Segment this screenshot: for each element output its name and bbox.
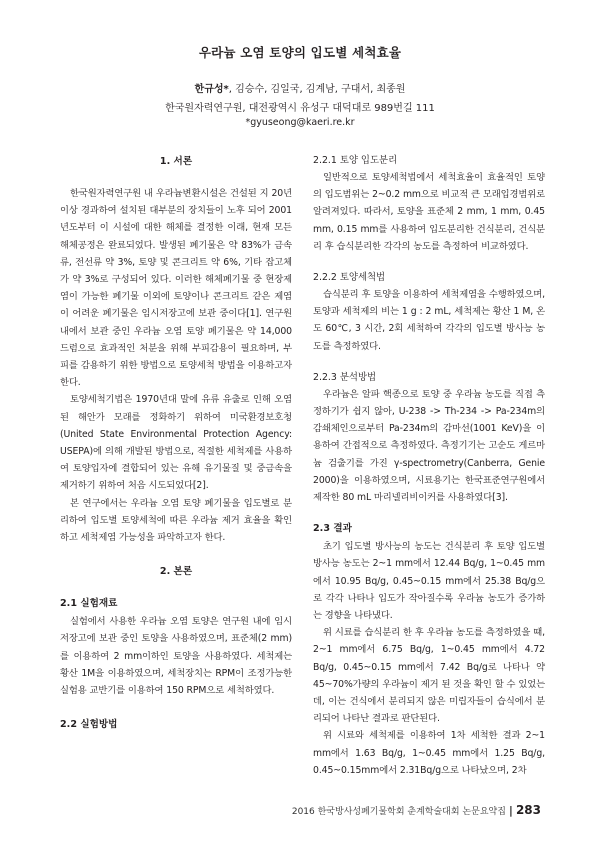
paragraph: 한국원자력연구원 내 우라늄변환시설은 건설된 지 20년 이상 경과하여 설치된 대부분의 장치들이 노후 되어 2001년도부터 이 시설에 대한 해체를 결정한 이래, 현재 모든 해체공정은 완료되었다. 발생된 폐기물은 약 83%가 금속류, 전선류 약 3%, 토양 및 콘크리트 약 6%, 기타 잡고체가 약 3%로 구성되어 있다. 이러한 해체폐기물 중 현장제염이 가능한 폐기물 이외에 토양이나 콘크리트 같은 제염이 어려운 폐기물은 임시저장고에 보관 중이다[1]. 연구원 내에서 보관 중인 우라늄 오염 토양 폐기물은 약 14,000 드럼으로 효과적인 처분을 위해 부피감용이 필요하며, 부피를 감용하기 위한 방법으로 토양세척 방법을 이용하고자 한다. xyxy=(60,188,292,389)
affiliation: 한국원자력연구원, 대전광역시 유성구 대덕대로 989번길 111 xyxy=(165,103,435,114)
page-number: 283 xyxy=(515,803,541,817)
paragraph: 초기 입도별 방사능의 농도는 건식분리 후 토양 입도별 방사능 농도는 2~1 mm에서 12.44 Bq/g, 1~0.45 mm에서 10.95 Bq/g, 0.45~0.15 mm에서 25.38 Bq/g으로 각각 나타나 입도가 작아질수록 우라늄 농도가 증가하는 경향을 나타냈다. xyxy=(313,541,545,622)
paper-title: 우라늄 오염 토양의 입도별 세척효율 xyxy=(198,45,402,60)
author-email: *gyuseong@kaeri.re.kr xyxy=(245,117,355,128)
coauthors: , 김승수, 김일국, 김계남, 구대서, 최종원 xyxy=(228,84,406,95)
paragraph: 토양세척기법은 1970년대 말에 유류 유출로 인해 오염된 해안가 모래를 정화하기 위하여 미국환경보호청(United State Environmental Protection Agency: USEPA)에 의해 개발된 방법으로, 적절한 세척제를 사용하여 토양입자에 결합되어 있는 유해 유기물질 및 중금속을 제거하기 위하여 처음 시도되었다[2]. xyxy=(60,394,292,492)
footer-separator: | xyxy=(508,804,513,817)
subsection-heading: 2.1 실험재료 xyxy=(60,598,118,610)
lead-author: 한규성* xyxy=(194,84,229,95)
left-column xyxy=(60,153,292,734)
subsection-heading: 2.3 결과 xyxy=(313,523,352,535)
paragraph: 우라늄은 알파 핵종으로 토양 중 우라늄 농도를 직접 측정하기가 쉽지 않아, U-238 -> Th-234 -> Pa-234m의 감쇄체인으로부터 Pa-234m의 감마선(1001 KeV)을 이용하여 간접적으로 측정하였다. 측정기기는 고순도 게르마늄 검출기를 가진 γ-spectrometry(Canberra, Genie 2000)을 이용하였으며, 시료용기는 한국표준연구원에서 제작한 80 mL 마리넬리비이커를 사용하였다[3]. xyxy=(313,388,545,504)
section-heading-intro: 1. 서론 xyxy=(159,156,193,167)
paragraph: 일반적으로 토양세척법에서 세척효율이 효율적인 토양의 입도범위는 2~0.2 mm으로 비교적 큰 모래입경범위로 알려져있다. 따라서, 토양을 표준체 2 mm, 1 mm, 0.45 mm, 0.15 mm를 사용하여 입도분리한 건식분리, 건식분리 후 습식분리한 각각의 농도를 측정하여 비교하였다. xyxy=(313,172,545,252)
paragraph: 위 시료와 세척제를 이용하여 1차 세척한 결과 2~1 mm에서 1.63 Bq/g, 1~0.45 mm에서 1.25 Bq/g, 0.45~0.15mm에서 2.31Bq/g으로 나타났으며, 2차 xyxy=(313,730,545,776)
subsection-heading: 2.2 실험방법 xyxy=(60,719,118,731)
subsubsection-heading: 2.2.2 토양세척법 xyxy=(313,272,386,284)
page-footer xyxy=(292,803,541,817)
author-list xyxy=(0,80,600,95)
subsubsection-heading: 2.2.1 토양 입도분리 xyxy=(313,155,398,166)
paragraph: 위 시료를 습식분리 한 후 우라늄 농도를 측정하였을 때, 2~1 mm에서 6.75 Bq/g, 1~0.45 mm에서 4.72 Bq/g, 0.45~0.15 mm에서 7.42 Bq/g로 나타나 약 45~70%가량의 우라늄이 제거 된 것을 확인 할 수 있었는데, 이는 건식에서 분리되지 않은 미립자들이 습식에서 분리되어 나타난 결과로 판단된다. xyxy=(313,627,545,725)
right-column xyxy=(313,152,545,779)
footer-proceedings-title: 2016 한국방사성폐기물학회 춘계학술대회 논문요약집 xyxy=(291,807,506,817)
paragraph: 실험에서 사용한 우라늄 오염 토양은 연구원 내에 임시저장고에 보관 중인 토양을 사용하였으며, 표준체(2 mm)를 이용하여 2 mm이하인 토양을 사용하였다. 세척제는 황산 1M을 이용하였으며, 세척장치는 RPM이 조정가능한 실험용 교반기를 이용하여 150 RPM으로 세척하였다. xyxy=(60,616,292,697)
subsubsection-heading: 2.2.3 분석방법 xyxy=(313,371,377,383)
paragraph: 본 연구에서는 우라늄 오염 토양 폐기물을 입도별로 분리하여 입도별 토양세척에 따른 우라늄 제거 효율을 확인하고 세척제염 가능성을 파악하고자 한다. xyxy=(60,497,292,544)
paragraph: 습식분리 후 토양을 이용하여 세척제염을 수행하였으며, 토양과 세척제의 비는 1 g : 2 mL, 세척제는 황산 1 M, 온도 60℃, 3 시간, 2회 세척하여 각각의 입도별 방사능 농도를 측정하였다. xyxy=(313,289,545,352)
section-heading-body: 2. 본론 xyxy=(159,566,193,578)
